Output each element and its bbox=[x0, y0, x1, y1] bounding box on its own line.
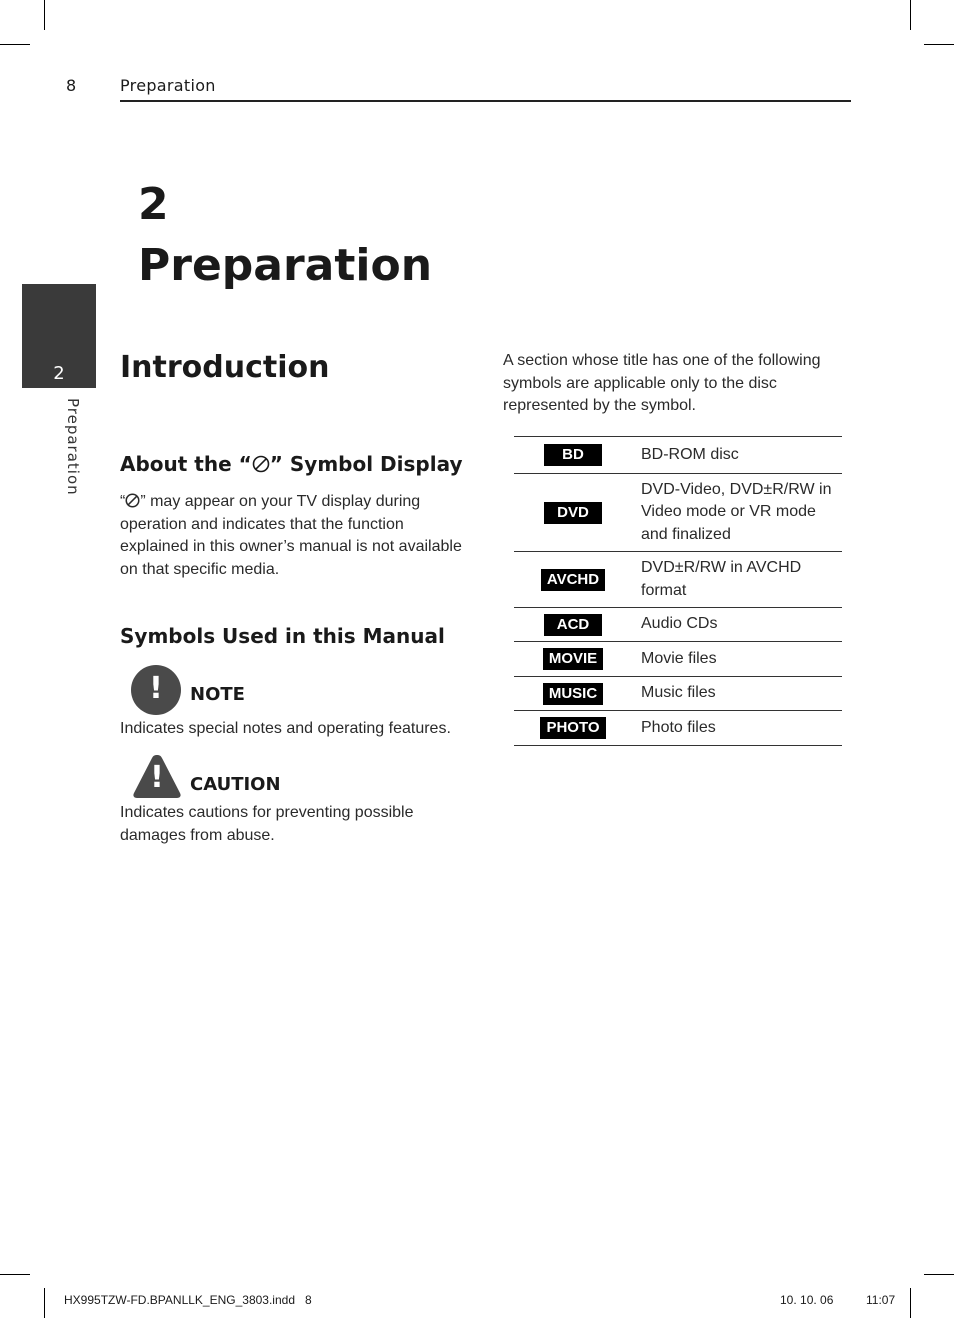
table-row bbox=[514, 711, 842, 746]
symbol-description: DVD±R/RW in AVCHD format bbox=[641, 559, 802, 599]
photo-badge: PHOTO bbox=[540, 717, 605, 739]
symbol-description: BD-ROM disc bbox=[641, 445, 739, 463]
table-row bbox=[514, 677, 842, 711]
side-tab bbox=[22, 284, 96, 388]
symbol-description: Movie files bbox=[641, 649, 717, 667]
about-title-pre: About the “ bbox=[120, 452, 252, 476]
table-row bbox=[514, 437, 842, 474]
about-title-post: ” Symbol Display bbox=[269, 452, 463, 476]
section-title: Introduction bbox=[120, 350, 330, 385]
footer-date: 10. 10. 06 bbox=[780, 1293, 834, 1307]
about-symbol-heading bbox=[120, 452, 463, 476]
caution-description: Indicates cautions for preventing possible damages from abuse. bbox=[120, 804, 414, 844]
crop-mark bbox=[924, 1274, 954, 1275]
caution-label: CAUTION bbox=[190, 774, 281, 795]
crop-mark bbox=[44, 1288, 45, 1318]
crop-mark bbox=[0, 44, 30, 45]
about-body-rest: ” may appear on your TV display during operation and indicates that the function explained in this owner’s manual is not available on that specific media. bbox=[120, 493, 462, 578]
chapter-title: Preparation bbox=[138, 240, 433, 291]
table-row bbox=[514, 474, 842, 552]
crop-mark bbox=[924, 44, 954, 45]
table-row bbox=[514, 552, 842, 608]
music-badge: MUSIC bbox=[543, 683, 603, 705]
crop-mark bbox=[910, 1288, 911, 1318]
footer-file-info: HX995TZW-FD.BPANLLK_ENG_3803.indd 8 bbox=[64, 1293, 312, 1307]
dvd-badge: DVD bbox=[544, 502, 602, 524]
prohibit-icon bbox=[125, 493, 140, 508]
about-symbol-body bbox=[120, 491, 470, 581]
warning-triangle-icon: ! bbox=[131, 752, 183, 800]
acd-badge: ACD bbox=[544, 614, 602, 636]
symbol-description: DVD-Video, DVD±R/RW in Video mode or VR mode and finalized bbox=[641, 480, 832, 543]
footer-time: 11:07 bbox=[866, 1293, 896, 1307]
side-tab-label: Preparation bbox=[64, 398, 82, 496]
crop-mark bbox=[0, 1274, 30, 1275]
symbol-description: Music files bbox=[641, 684, 716, 702]
note-description: Indicates special notes and operating features. bbox=[120, 720, 451, 737]
symbols-heading: Symbols Used in this Manual bbox=[120, 624, 445, 648]
bd-badge: BD bbox=[544, 444, 602, 466]
prohibit-icon bbox=[252, 455, 270, 473]
symbol-description: Photo files bbox=[641, 718, 716, 736]
crop-mark bbox=[910, 0, 911, 30]
symbol-intro-text: A section whose title has one of the following symbols are applicable only to the disc represented by the symbol. bbox=[503, 352, 821, 414]
symbol-table bbox=[514, 436, 842, 746]
page-number: 8 bbox=[66, 76, 77, 95]
side-tab-number: 2 bbox=[53, 363, 65, 384]
table-row bbox=[514, 608, 842, 642]
symbol-description: Audio CDs bbox=[641, 615, 718, 633]
header-rule bbox=[120, 100, 851, 102]
avchd-badge: AVCHD bbox=[541, 569, 605, 591]
note-label: NOTE bbox=[190, 684, 245, 705]
movie-badge: MOVIE bbox=[543, 648, 603, 670]
chapter-number: 2 bbox=[138, 179, 169, 230]
exclamation-circle-icon: ! bbox=[131, 665, 181, 715]
table-row bbox=[514, 642, 842, 677]
crop-mark bbox=[44, 0, 45, 30]
running-header: Preparation bbox=[120, 76, 216, 95]
about-body-open: “ bbox=[120, 493, 126, 510]
